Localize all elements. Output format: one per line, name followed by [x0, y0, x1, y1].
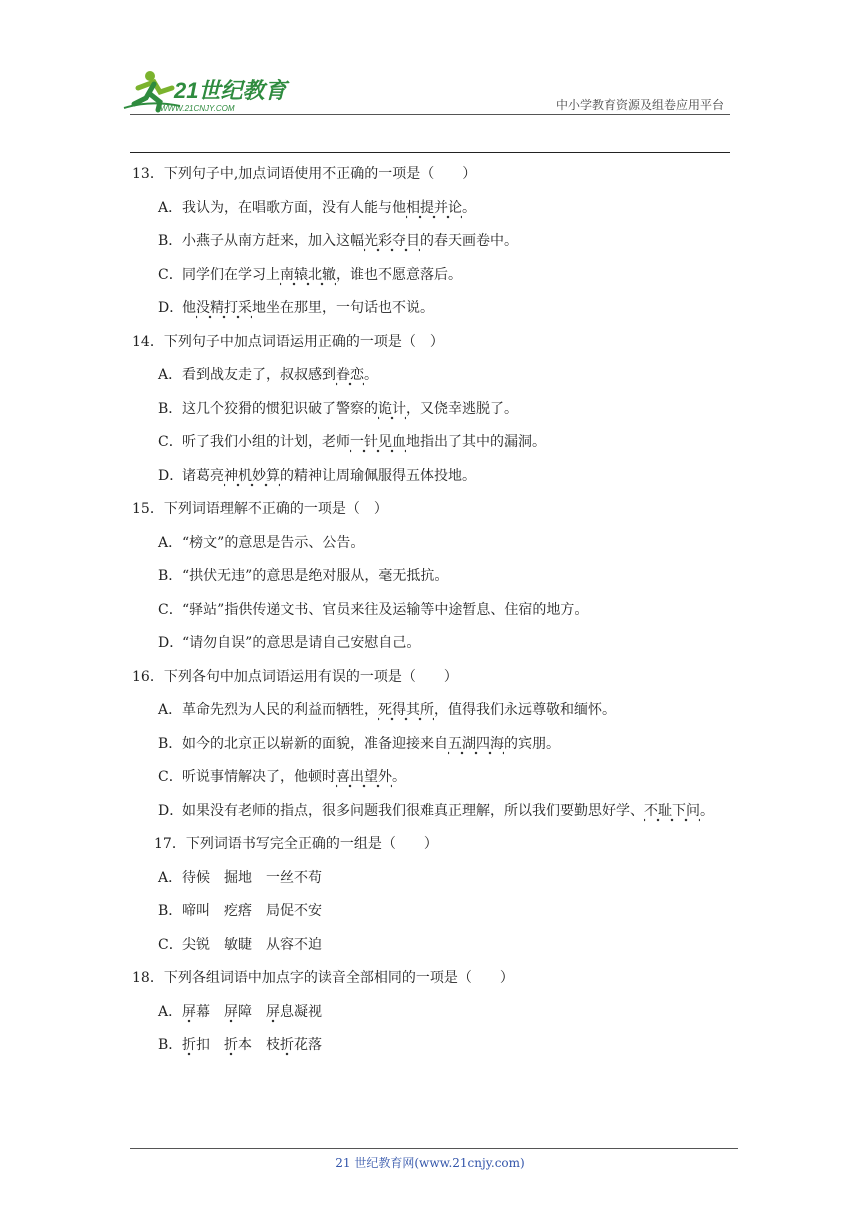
footer-link[interactable]: 21 世纪教育网(www.21cnjy.com) [335, 1156, 525, 1170]
question-stem: 13．下列句子中,加点词语使用不正确的一项是（ ） [132, 166, 477, 182]
question-13 [132, 158, 732, 326]
question-stem: 14．下列句子中加点词语运用正确的一项是（ ） [132, 333, 444, 350]
option-d: D．如果没有老师的指点，很多问题我们很难真正理解，所以我们要勤思好学、不耻下问。 [132, 795, 732, 829]
emphasized-word: 一针见血 [350, 434, 406, 453]
option-a: A．“榜文”的意思是告示、公告。 [158, 534, 365, 551]
option-a: A．待候 掘地 一丝不苟 [158, 869, 322, 886]
header-divider [130, 114, 730, 115]
page-header [0, 0, 860, 160]
footer-divider [130, 1148, 738, 1149]
emphasized-word: 五湖四海 [448, 736, 504, 755]
option-b: B．如今的北京正以崭新的面貌，准备迎接来自五湖四海的宾朋。 [132, 728, 732, 762]
question-17 [132, 828, 732, 962]
emphasized-char: 屏 [182, 1004, 196, 1023]
header-rule [130, 152, 730, 153]
option-c: C．听了我们小组的计划，老师一针见血地指出了其中的漏洞。 [132, 426, 732, 460]
option-b: B．小燕子从南方赶来，加入这幅光彩夺目的春天画卷中。 [132, 225, 732, 259]
emphasized-word: 神机妙算 [224, 468, 280, 487]
emphasized-word: 喜出望外 [336, 769, 392, 788]
emphasized-word: 没精打采 [196, 300, 252, 319]
question-list [132, 158, 732, 1063]
emphasized-word: 诡计 [378, 401, 406, 420]
platform-title: 中小学教育资源及组卷应用平台 [555, 98, 724, 112]
question-15 [132, 493, 732, 661]
emphasized-char: 折 [224, 1037, 238, 1056]
emphasized-word: 光彩夺目 [364, 233, 420, 252]
option-d: D．“请勿自误”的意思是请自己安慰自己。 [158, 635, 421, 651]
option-a: A．屏幕 屏障 屏息凝视 [132, 996, 732, 1030]
question-stem: 18．下列各组词语中加点字的读音全部相同的一项是（ ） [132, 970, 514, 986]
question-16 [132, 661, 732, 829]
option-d: D．他没精打采地坐在那里，一句话也不说。 [132, 292, 732, 326]
option-b: B．这几个狡猾的惯犯识破了警察的诡计，又侥幸逃脱了。 [132, 393, 732, 427]
emphasized-word: 相提并论 [406, 200, 462, 219]
option-d: D．诸葛亮神机妙算的精神让周瑜佩服得五体投地。 [132, 460, 732, 494]
option-b: B．“拱伏无违”的意思是绝对服从，毫无抵抗。 [158, 568, 449, 584]
option-c: C．同学们在学习上南辕北辙，谁也不愿意落后。 [132, 259, 732, 293]
option-a: A．看到战友走了，叔叔感到眷恋。 [132, 359, 732, 393]
emphasized-word: 不耻下问 [644, 803, 700, 822]
emphasized-char: 屏 [224, 1004, 238, 1023]
logo-text: 21世纪教育 [174, 78, 287, 103]
question-18 [132, 962, 732, 1063]
logo-url: WWW.21CNJY.COM [160, 104, 235, 113]
option-c: C．尖锐 敏睫 从容不迫 [158, 936, 322, 953]
question-stem: 15．下列词语理解不正确的一项是（ ） [132, 501, 388, 517]
option-b: B．折扣 折本 枝折花落 [132, 1029, 732, 1063]
emphasized-char: 屏 [266, 1004, 280, 1023]
emphasized-char: 折 [182, 1037, 196, 1056]
option-a: A．革命先烈为人民的利益而牺牲，死得其所，值得我们永远尊敬和缅怀。 [132, 694, 732, 728]
option-c: C．“驿站”指供传递文书、官员来往及运输等中途暂息、住宿的地方。 [158, 601, 589, 618]
question-stem: 17．下列词语书写完全正确的一组是（ ） [154, 836, 438, 852]
option-c: C．听说事情解决了，他顿时喜出望外。 [132, 761, 732, 795]
question-stem: 16．下列各句中加点词语运用有误的一项是（ ） [132, 668, 458, 685]
site-logo [120, 66, 290, 116]
emphasized-word: 死得其所 [378, 702, 434, 721]
question-14 [132, 326, 732, 494]
emphasized-word: 南辕北辙 [280, 267, 336, 286]
option-a: A．我认为，在唱歌方面，没有人能与他相提并论。 [132, 192, 732, 226]
emphasized-char: 折 [280, 1037, 294, 1056]
emphasized-word: 眷恋 [336, 367, 364, 386]
option-b: B．啼叫 疙瘩 局促不安 [158, 903, 322, 919]
